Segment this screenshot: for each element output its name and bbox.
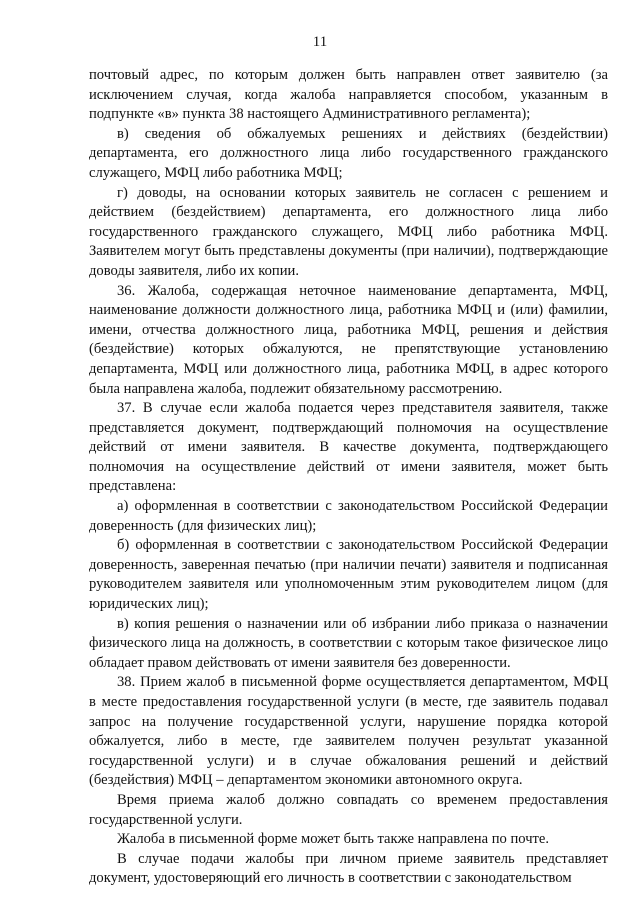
paragraph-item-v-information: в) сведения об обжалуемых решениях и действиях (бездействии) департамента, его должностного лица либо государственного гражданского служащего, МФЦ либо работника МФЦ; <box>89 125 608 181</box>
paragraph-reception-time: Время приема жалоб должно совпадать со временем предоставления государственной услуги. <box>89 791 608 828</box>
paragraph-address-continuation: почтовый адрес, по которым должен быть направлен ответ заявителю (за исключением случая, когда жалоба направляется способом, указанным в подпункте «в» пункта 38 настоящего Административного регламента); <box>89 67 608 123</box>
paragraph-38-written-complaints: 38. Прием жалоб в письменной форме осуществляется департаментом, МФЦ в месте предоставления государственной услуги (в месте, где заявитель подавал запрос на получение государственной услуги, нарушение порядка которой обжалуется, либо в месте, где заявителем получен результат указанной государственной услуги) и в случае обжалования решений и действий (бездействия) МФЦ – департаментом экономики автономного округа. <box>89 674 608 789</box>
paragraph-item-a-power-of-attorney: а) оформленная в соответствии с законодательством Российской Федерации доверенность (для физических лиц); <box>89 498 608 534</box>
paragraph-item-b-power-of-attorney-legal: б) оформленная в соответствии с законодательством Российской Федерации доверенность, заверенная печатью (при наличии печати) заявителя и подписанная руководителем заявителя или уполномоченным этим руководителем лицом (для юридических лиц); <box>89 537 608 613</box>
paragraph-37-representative: 37. В случае если жалоба подается через представителя заявителя, также представляется документ, подтверждающий полномочия на осуществление действий от имени заявителя. В качестве документа, подтверждающего полномочия на осуществление действий от имени заявителя, может быть представлена: <box>89 400 608 495</box>
paragraph-by-mail: Жалоба в письменной форме может быть также направлена по почте. <box>117 831 550 848</box>
page-number: 11 <box>312 34 328 50</box>
document-body <box>89 66 608 889</box>
paragraph-personal-reception: В случае подачи жалобы при личном приеме заявитель представляет документ, удостоверяющий его личность в соответствии с законодательством <box>89 850 608 887</box>
paragraph-36-inaccurate-name: 36. Жалоба, содержащая неточное наименование департамента, МФЦ, наименование должности должностного лица, работника МФЦ и (или) фамилии, имени, отчества должностного лица, работника МФЦ, решения и действия (бездействие) которых обжалуются, не препятствующие установлению департамента, МФЦ или должностного лица, работника МФЦ, в адрес которого была направлена жалоба, подлежит обязательному рассмотрению. <box>89 282 608 397</box>
paragraph-item-g-arguments: г) доводы, на основании которых заявитель не согласен с решением и действием (бездействием) департамента, его должностного лица либо государственного гражданского служащего, МФЦ либо работника МФЦ. Заявителем могут быть представлены документы (при наличии), подтверждающие доводы заявителя, либо их копии. <box>89 184 608 279</box>
paragraph-item-v-appointment-copy: в) копия решения о назначении или об избрании либо приказа о назначении физического лица на должность, в соответствии с которым такое физическое лицо обладает правом действовать от имени заявителя без доверенности. <box>89 615 608 671</box>
